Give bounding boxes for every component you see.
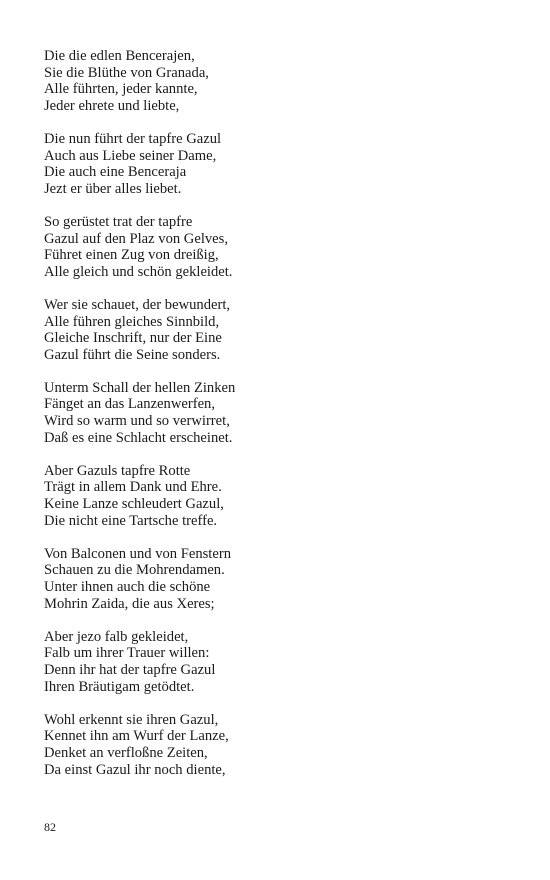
stanza [44,380,514,446]
verse-line: Sie die Blüthe von Granada, [44,64,209,81]
verse-line: Keine Lanze schleudert Gazul, [44,496,224,513]
verse-line: Gazul führt die Seine sonders. [44,346,221,363]
verse-line: Gazul auf den Plaz von Gelves, [44,230,228,247]
verse-line: Aber Gazuls tapfre Rotte [44,462,191,479]
page-number: 82 [44,820,56,834]
stanza [44,214,514,280]
stanza [44,712,514,778]
poem-body [44,48,514,795]
verse-line: Jeder ehrete und liebte, [44,97,180,114]
verse-line: Wohl erkennt sie ihren Gazul, [44,711,219,728]
stanza [44,48,514,114]
verse-line: Alle gleich und schön gekleidet. [44,263,233,280]
stanza [44,131,514,197]
verse-line: So gerüstet trat der tapfre [44,213,193,230]
verse-line: Falb um ihrer Trauer willen: [44,645,210,662]
verse-line: Von Balconen und von Fenstern [44,545,231,562]
verse-line: Alle führten, jeder kannte, [44,81,198,98]
verse-line: Schauen zu die Mohrendamen. [44,562,225,579]
verse-line: Die auch eine Benceraja [44,164,187,181]
verse-line: Aber jezo falb gekleidet, [44,628,189,645]
verse-line: Wird so warm und so verwirret, [44,413,230,430]
verse-line: Daß es eine Schlacht erscheinet. [44,429,233,446]
verse-line: Die die edlen Bencerajen, [44,48,195,64]
verse-line: Mohrin Zaida, die aus Xeres; [44,595,215,612]
verse-line: Die nun führt der tapfre Gazul [44,130,222,147]
verse-line: Ihren Bräutigam getödtet. [44,678,195,695]
verse-line: Denket an verfloßne Zeiten, [44,744,208,761]
verse-line: Die nicht eine Tartsche treffe. [44,512,218,529]
verse-line: Auch aus Liebe seiner Dame, [44,147,217,164]
stanza [44,297,514,363]
verse-line: Kennet ihn am Wurf der Lanze, [44,728,229,745]
verse-line: Alle führen gleiches Sinnbild, [44,313,220,330]
verse-line: Da einst Gazul ihr noch diente, [44,761,226,778]
verse-line: Führet einen Zug von dreißig, [44,247,219,264]
verse-line: Unter ihnen auch die schöne [44,579,211,595]
verse-line: Trägt in allem Dank und Ehre. [44,479,222,496]
stanza [44,463,514,529]
verse-line: Denn ihr hat der tapfre Gazul [44,661,216,678]
verse-line: Gleiche Inschrift, nur der Eine [44,330,222,347]
verse-line: Unterm Schall der hellen Zinken [44,379,236,396]
verse-line: Fänget an das Lanzenwerfen, [44,396,215,413]
verse-line: Jezt er über alles liebet. [44,180,182,197]
stanza [44,629,514,695]
stanza [44,546,514,612]
verse-line: Wer sie schauet, der bewundert, [44,296,231,313]
